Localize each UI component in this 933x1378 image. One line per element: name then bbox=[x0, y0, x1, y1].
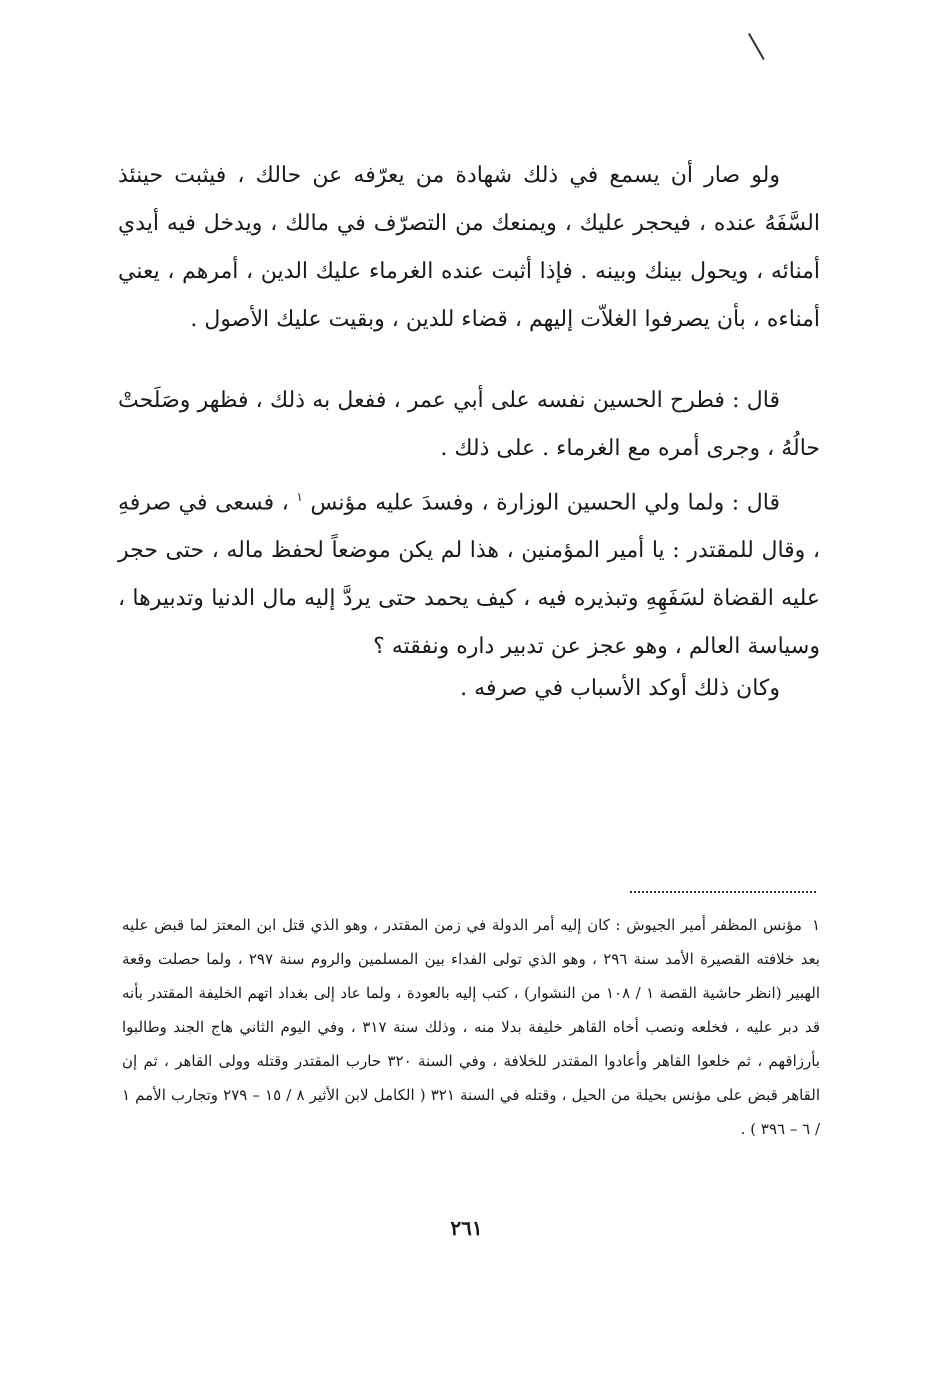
footnote-separator bbox=[630, 891, 816, 893]
footnote-text: مؤنس المظفر أمير الجيوش : كان إليه أمر الدولة في زمن المقتدر ، وهو الذي قتل ابن المعتز لما قبض عليه بعد خلافته القصيرة الأمد سنة ٢٩٦ ، وهو الذي تولى الفداء بين المسلمين والروم سنة ٢٩٧ ، ولما حصلت وقعة الهبير (انظر حاشية القصة ١ / ١٠٨ من النشوار) ، كتب إليه بالعودة ، ولما عاد إلى بغداد اتهم الخليفة المقتدر بأنه قد دبر عليه ، فخلعه ونصب أخاه القاهر خليفة بدلا منه ، وذلك سنة ٣١٧ ، وفي اليوم الثاني هاج الجند وطالبوا بأرزاقهم ، ثم خلعوا القاهر وأعادوا المقتدر للخلافة ، وفي السنة ٣٢٠ حارب المقتدر وقتله وولى القاهر ، ثم إن القاهر قبض على مؤنس بحيلة من الحيل ، وقتله في السنة ٣٢١ ( الكامل لابن الأثير ٨ / ١٥ – ٢٧٩ وتجارب الأمم ١ / ٦ – ٣٩٦ ) . bbox=[122, 916, 821, 1138]
footnote-number: ١ bbox=[811, 916, 820, 934]
paragraph-3-part-1: قال : ولما ولي الحسين الوزارة ، وفسدَ عليه مؤنس bbox=[310, 490, 780, 516]
paragraph-4: وكان ذلك أوكد الأسباب في صرفه . bbox=[460, 676, 780, 701]
paragraph-3 bbox=[118, 473, 820, 671]
paragraph-3-part-2: ، فسعى في صرفهِ ، وقال للمقتدر : يا أمير المؤمنين ، هذا لم يكن موضعاً لحفظ ماله ، حتى حجر عليه القضاة لسَفَهِهِ وتبذيره فيه ، كيف يحمد حتى يردَّ إليه مال الدنيا وتدبيرها ، وسياسة العالم ، وهو عجز عن تدبير داره ونفقته ؟ bbox=[118, 490, 820, 660]
page-number: ٢٦١ bbox=[450, 1216, 483, 1240]
paragraph-2: قال : فطرح الحسين نفسه على أبي عمر ، ففعل به ذلك ، فظهر وصَلَحتْ حالُهُ ، وجرى أمره مع الغرماء . على ذلك . bbox=[118, 388, 820, 461]
footnote bbox=[122, 908, 820, 1146]
footnote-reference[interactable]: ١ bbox=[296, 490, 303, 504]
paragraph-1: ولو صار أن يسمع في ذلك شهادة من يعرّفه عن حالك ، فيثبت حينئذ السَّفَهُ عنده ، فيحجر عليك ، ويمنعك من التصرّف في مالك ، ويدخل فيه أيدي أمنائه ، ويحول بينك وبينه . فإذا أثبت عنده الغرماء عليك الدين ، أمرهم ، يعني أمناءه ، بأن يصرفوا الغلاّت إليهم ، قضاء للدين ، وبقيت عليك الأصول . bbox=[118, 163, 820, 332]
pen-mark bbox=[748, 33, 764, 60]
